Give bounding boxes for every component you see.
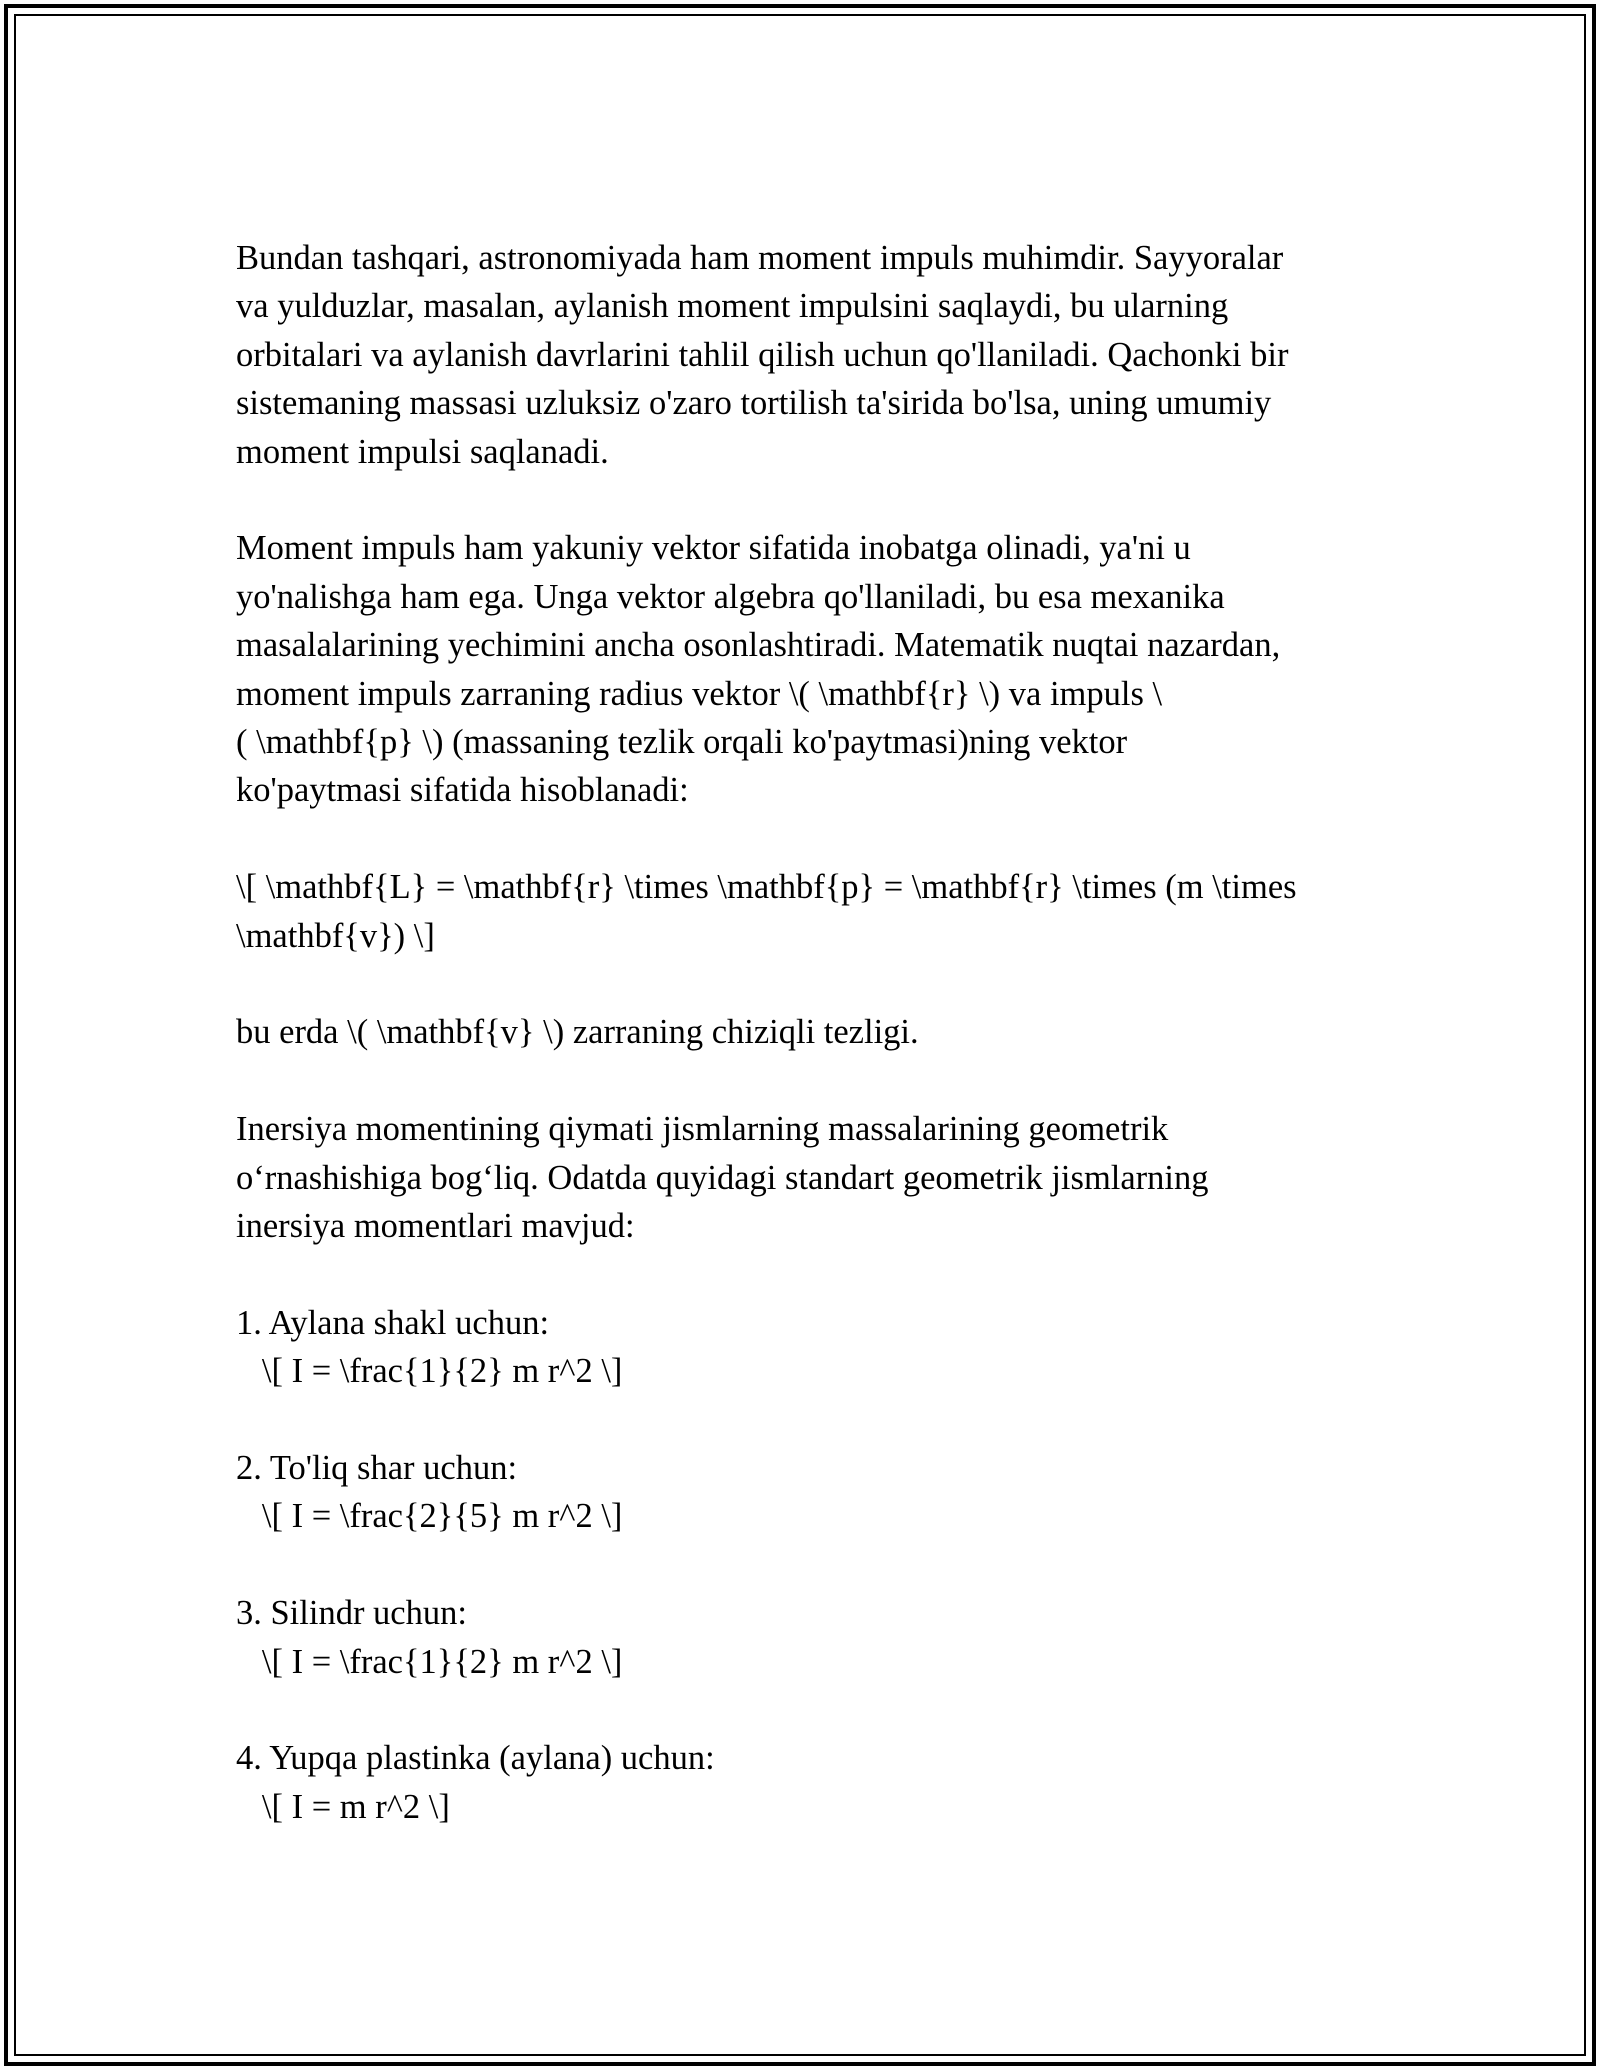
paragraph-velocity-note: bu erda \( \mathbf{v} \) zarraning chiziqli tezligi. (236, 1013, 919, 1052)
formula-angular-momentum: \[ \mathbf{L} = \mathbf{r} \times \mathbf{p} = \mathbf{r} \times (m \times \mathbf{v}) \] (236, 868, 1297, 955)
list-item: 3. Silindr uchun: \[ I = \frac{1}{2} m r^2 \] (236, 1594, 623, 1681)
list-item: 1. Aylana shakl uchun: \[ I = \frac{1}{2} m r^2 \] (236, 1303, 623, 1391)
paragraph-inertia-intro: Inersiya momentining qiymati jismlarning massalarining geometrik o‘rnashishiga bog‘liq. Odatda quyidagi standart geometrik jismlarning inersiya momentlari mavjud: (236, 1110, 1209, 1246)
paragraph-astronomy: Bundan tashqari, astronomiyada ham moment impuls muhimdir. Sayyoralar va yulduzlar, masalan, aylanish moment impulsini saqlaydi, bu ularning orbitalari va aylanish davrlarini tahlil qilish uchun qo'llaniladi. Qachonki bir sistemaning massasi uzluksiz o'zaro tortilish ta'sirida bo'lsa, uning umumiy moment impulsi saqlanadi. (236, 239, 1289, 471)
list-item: 4. Yupqa plastinka (aylana) uchun: \[ I = m r^2 \] (236, 1739, 715, 1826)
paragraph-vector-definition: Moment impuls ham yakuniy vektor sifatida inobatga olinadi, ya'ni u yo'nalishga ham ega. Unga vektor algebra qo'llaniladi, bu esa mexanika masalalarining yechimini ancha osonlashtiradi. Matematik nuqtai nazardan, moment impuls zarraning radius vektor \( \mathbf{r} \) va impuls \ ( \mathbf{p} \) (massaning tezlik orqali ko'paytmasi)ning vektor ko'paytmasi sifatida hisoblanadi: (236, 529, 1281, 810)
list-item: 2. To'liq shar uchun: \[ I = \frac{2}{5} m r^2 \] (236, 1449, 623, 1536)
document-body (236, 234, 1376, 1831)
